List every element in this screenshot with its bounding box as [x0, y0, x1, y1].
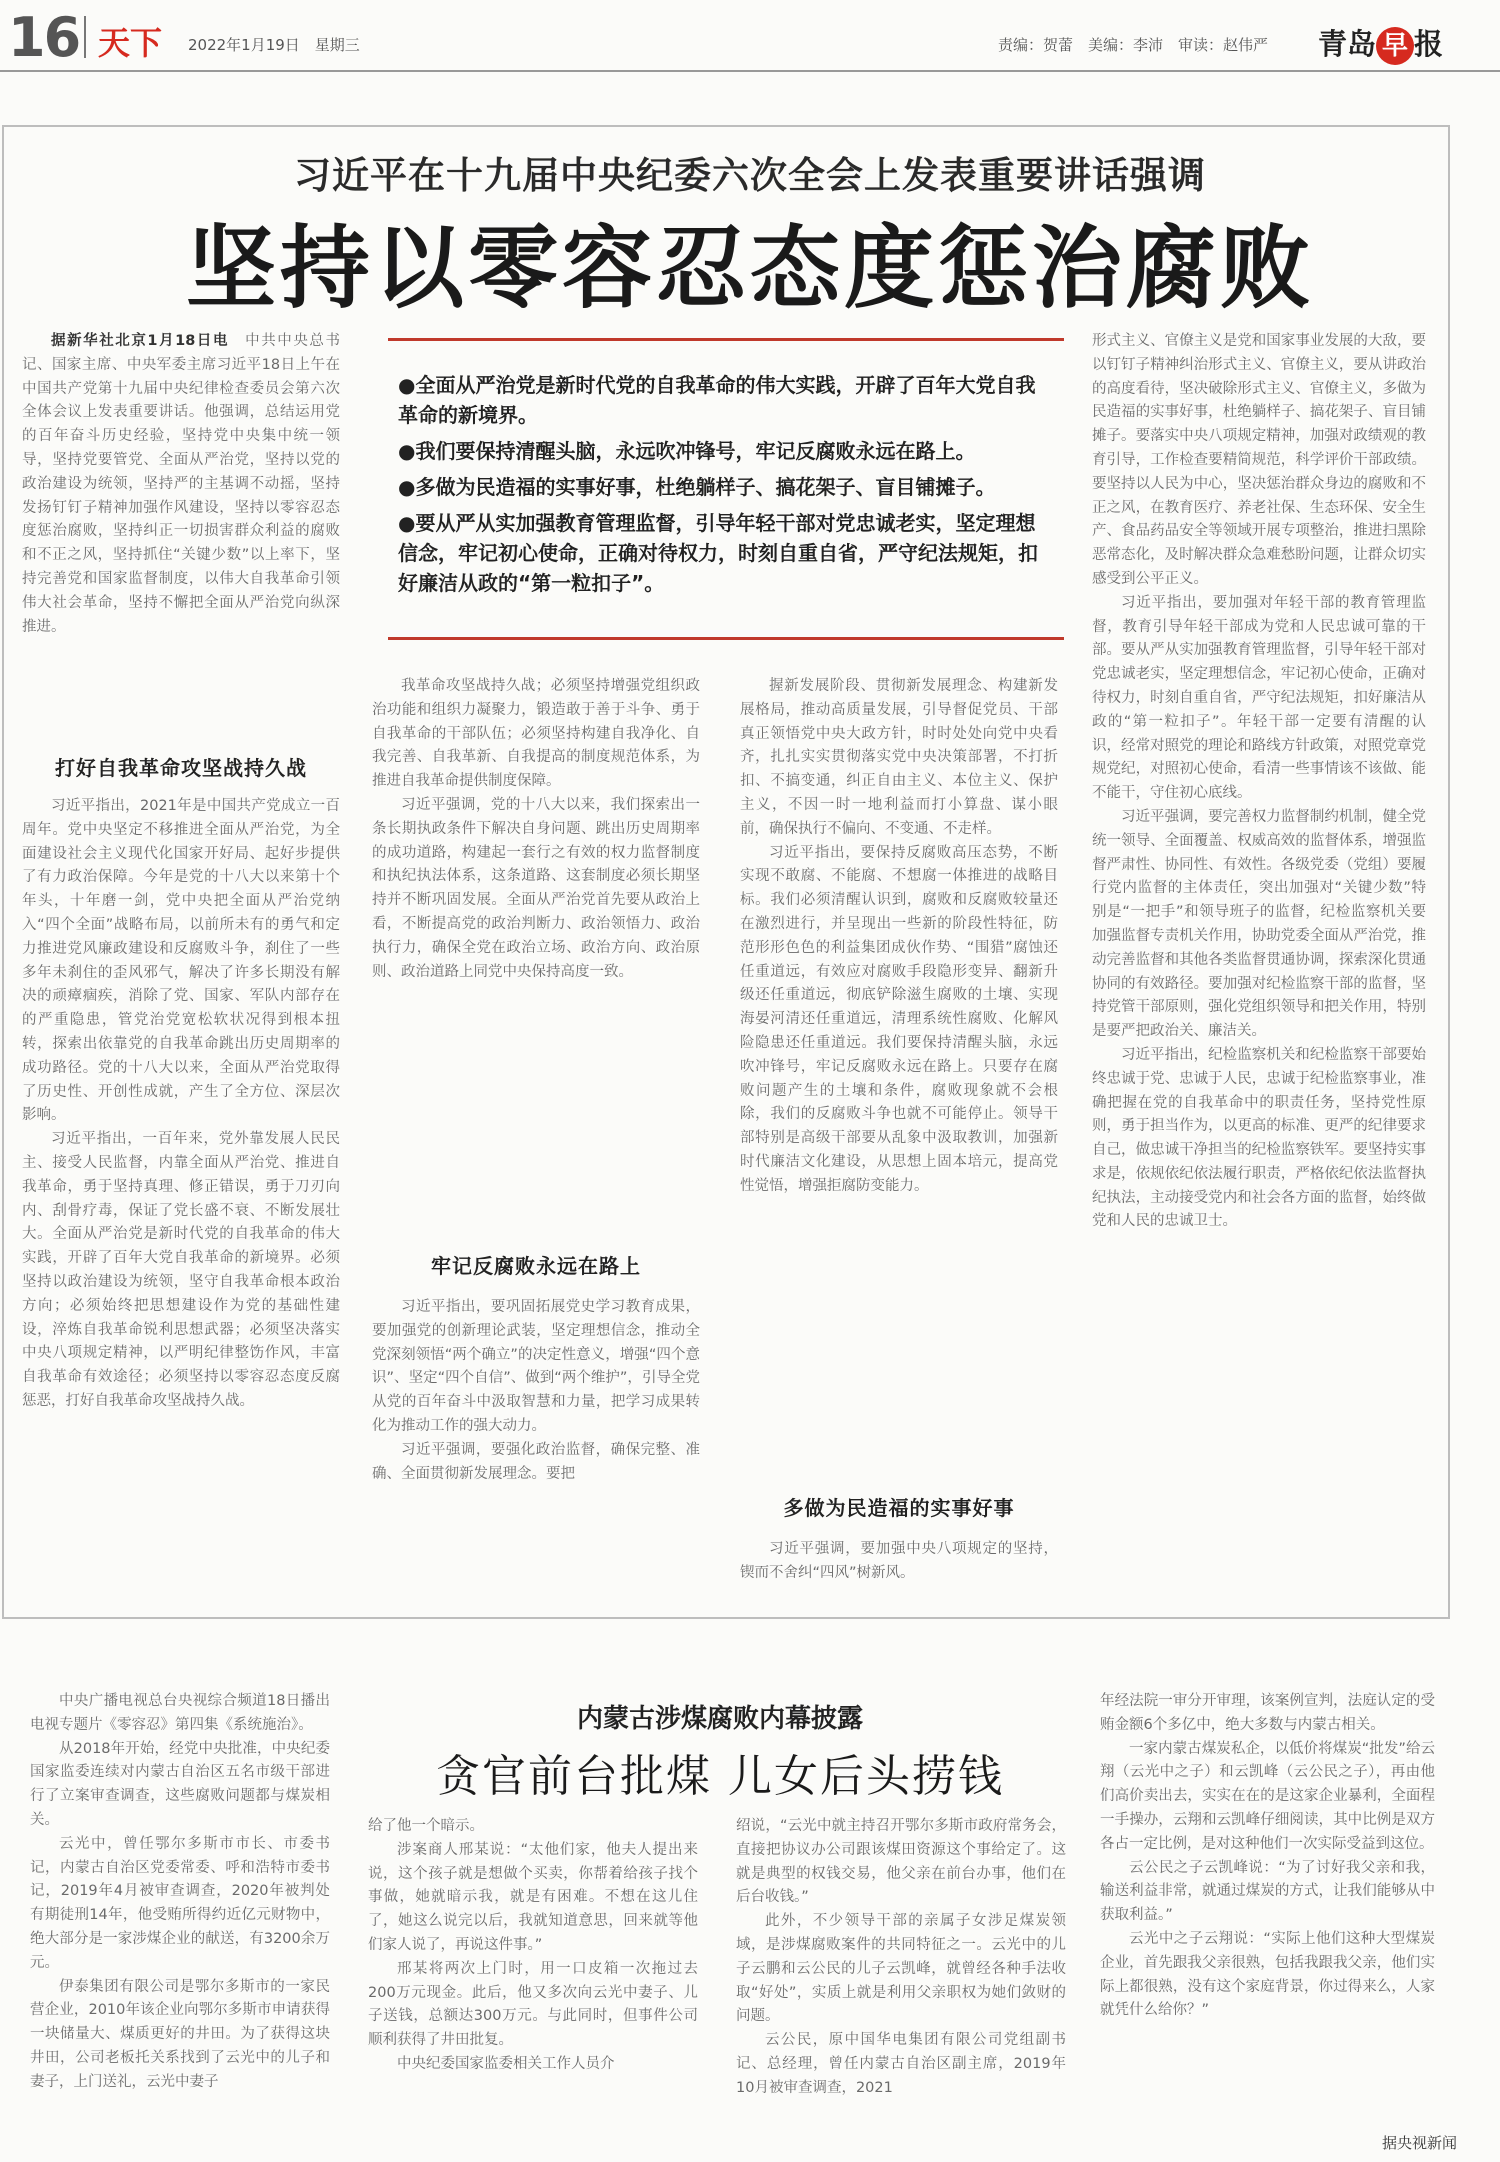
summary-point: ●全面从严治党是新时代党的自我革命的伟大实践，开辟了百年大党自我革命的新境界。	[398, 373, 1036, 427]
logo-badge: 早	[1376, 27, 1414, 65]
lead-column-2-lower	[372, 1296, 700, 1596]
lead-column-4	[1092, 330, 1426, 1598]
paragraph: 云公民，原中国华电集团有限公司党组副书记、总经理，曾任内蒙古自治区副主席，2019年10月被审查调查，2021	[736, 2032, 1066, 2096]
paragraph: 从2018年开始，经党中央批准，中央纪委国家监委连续对内蒙古自治区五名市级干部进行了立案审查调查，这些腐败问题都与煤炭相关。	[30, 1740, 330, 1828]
paragraph: 习近平强调，党的十八大以来，我们探索出一条长期执政条件下解决自身问题、跳出历史周期率的成功道路，构建起一套行之有效的权力监督制度和执纪执法体系，这条道路、这套制度必须长期坚持并不断巩固发展。全面从严治党首先要从政治上看，不断提高党的政治判断力、政治领悟力、政治执行力，确保全党在政治立场、政治方向、政治原则、政治道路上同党中央保持高度一致。	[372, 796, 700, 980]
paragraph: 邢某将两次上门时，用一口皮箱一次拖过去200万元现金。此后，他又多次向云光中妻子、儿子送钱，总额达300万元。与此同时，但事件公司顺利获得了井田批复。	[368, 1960, 698, 2049]
paragraph: 伊泰集团有限公司是鄂尔多斯市的一家民营企业，2010年该企业向鄂尔多斯市申请获得一块储量大、煤质更好的井田。为了获得这块井田，公司老板托关系找到了云光中的儿子和妻子，上门送礼，云光中妻子	[30, 1978, 330, 2090]
summary-box	[388, 338, 1064, 640]
paragraph: 习近平指出，要保持反腐败高压态势，不断实现不敢腐、不能腐、不想腐一体推进的战略目标。我们必须清醒认识到，腐败和反腐败较量还在激烈进行，并呈现出一些新的阶段性特征，防范形形色色的利益集团成伙作势、“围猎”腐蚀还任重道远，有效应对腐败手段隐形变异、翻新升级还任重道远，彻底铲除滋生腐败的土壤、实现海晏河清还任重道远，清理系统性腐败、化解风险隐患还任重道远。我们要保持清醒头脑，永远吹冲锋号，牢记反腐败永远在路上。只要存在腐败问题产生的土壤和条件，腐败现象就不会根除，我们的反腐败斗争也就不可能停止。领导干部特别是高级干部要从乱象中汲取教训，加强新时代廉洁文化建设，从思想上固本培元，提高党性觉悟，增强拒腐防变能力。	[740, 844, 1058, 1194]
paragraph: 年经法院一审分开审理，该案例宣判，法庭认定的受贿金额6个多亿中，绝大多数与内蒙古相关。	[1100, 1693, 1435, 1733]
paragraph: 习近平强调，要加强中央八项规定的坚持，锲而不舍纠“四风”树新风。	[740, 1541, 1058, 1581]
logo-text-a: 青岛	[1318, 27, 1377, 61]
subhead-2: 牢记反腐败永远在路上	[431, 1254, 641, 1278]
page-number: 16	[8, 6, 80, 69]
lead-column-3-upper	[740, 675, 1058, 1475]
lead-column-1-body	[22, 795, 340, 1595]
paragraph: 一家内蒙古煤炭私企，以低价将煤炭“批发”给云翔（云光中之子）和云凯峰（云公民之子），再由他们高价卖出去，实实在在的是这家企业暴利，全面程一手操办，云翔和云凯峰仔细阅读，其中比例是双方各占一定比例，是对这种他们一次实际受益到这位。	[1100, 1740, 1435, 1852]
paragraph: 习近平指出，要巩固拓展党史学习教育成果，要加强党的创新理论武装，坚定理想信念，推动全党深刻领悟“两个确立”的决定性意义，增强“四个意识”、坚定“四个自信”、做到“两个维护”，引导全党从党的百年奋斗中汲取智慧和力量，把学习成果转化为推动工作的强大动力。	[372, 1299, 700, 1434]
paragraph: 我革命攻坚战持久战；必须坚持增强党组织政治功能和组织力凝聚力，锻造敢于善于斗争、勇于自我革命的干部队伍；必须坚持构建自我净化、自我完善、自我革新、自我提高的制度规范体系，为推进自我革命提供制度保障。	[372, 678, 700, 790]
header-divider	[84, 16, 86, 58]
paragraph: 给了他一个暗示。	[368, 1818, 484, 1834]
second-article-headline: 贪官前台批煤 儿女后头捞钱	[436, 1751, 1004, 1802]
second-column-3	[736, 1815, 1066, 2155]
paragraph: 涉案商人邢某说：“太他们家，他夫人提出来说，这个孩子就是想做个买卖，你帮着给孩子找个事做，她就暗示我，就是有困难。不想在这儿住了，她这么说完以后，我就知道意思，回来就等他们家人说了，再说这件事。”	[368, 1841, 698, 1953]
second-column-2	[368, 1815, 698, 2155]
lead-column-2-upper	[372, 675, 700, 1235]
paragraph: 云光中之子云翔说：“实际上他们这种大型煤炭企业，首先跟我父亲很熟，包括我跟我父亲，他们实际上都很熟，没有这个家庭背景，你过得来么，人家就凭什么给你？”	[1100, 1930, 1435, 2019]
paragraph: 习近平强调，要强化政治监督，确保完整、准确、全面贯彻新发展理念。要把	[372, 1441, 700, 1482]
lead-article-headline: 坚持以零容忍态度惩治腐败	[186, 216, 1314, 321]
second-column-4	[1100, 1690, 1435, 2130]
source-credit: 据央视新闻	[1382, 2134, 1458, 2152]
paragraph: 此外，不少领导干部的亲属子女涉足煤炭领域，是涉煤腐败案件的共同特征之一。云光中的儿子云鹏和云公民的儿子云凯峰，就曾经各种手法收取“好处”，实质上就是利用父亲职权为她们敛财的问题。	[736, 1913, 1066, 2025]
paragraph: 习近平强调，要完善权力监督制约机制，健全党统一领导、全面覆盖、权威高效的监督体系，增强监督严肃性、协同性、有效性。各级党委（党组）要履行党内监督的主体责任，突出加强对“关键少数”特别是“一把手”和领导班子的监督，纪检监察机关要加强监督专责机关作用，协助党委全面从严治党，推动完善监督和其他各类监督贯通协调，探索深化贯通协同的有效路径。要加强对纪检监察干部的监督，坚持党管干部原则，强化党组织领导和把关作用，特别是要严把政治关、廉洁关。	[1092, 808, 1426, 1040]
paragraph: 习近平指出，2021年是中国共产党成立一百周年。党中央坚定不移推进全面从严治党，为全面建设社会主义现代化国家开好局、起好步提供了有力政治保障。今年是党的十八大以来第十个年头，十年磨一剑，党中央把全面从严治党纳入“四个全面”战略布局，以前所未有的勇气和定力推进党风廉政建设和反腐败斗争，刹住了一些多年未刹住的歪风邪气，解决了许多长期没有解决的顽瘴痼疾，消除了党、国家、军队内部存在的严重隐患，管党治党宽松软状况得到根本扭转，探索出依靠党的自我革命跳出历史周期率的成功路径。党的十八大以来，全面从严治党取得了历史性、开创性成就，产生了全方位、深层次影响。	[22, 798, 340, 1124]
paragraph: 云光中，曾任鄂尔多斯市市长、市委书记，内蒙古自治区党委常委、呼和浩特市委书记，2019年4月被审查调查，2020年被判处有期徒刑14年，他受贿所得约近亿元财物中，绝大部分是一家涉煤企业的献送，有3200余万元。	[30, 1835, 330, 1971]
paragraph: 云公民之子云凯峰说：“为了讨好我父亲和我，输送利益非常，就通过煤炭的方式，让我们能够从中获取利益。”	[1100, 1859, 1435, 1924]
paragraph: 形式主义、官僚主义是党和国家事业发展的大敌，要以钉钉子精神纠治形式主义、官僚主义，要从讲政治的高度看待，坚决破除形式主义、官僚主义，多做为民造福的实事好事，杜绝躺样子、搞花架子、盲目铺摊子。要落实中央八项规定精神，加强对政绩观的教育引导，工作检查要精简规范，科学评价干部政绩。要坚持以人民为中心，坚决惩治群众身边的腐败和不正之风，在教育医疗、养老社保、生态环保、安全生产、食品药品安全等领域开展专项整治，推进扫黑除恶常态化，及时解决群众急难愁盼问题，让群众切实感受到公平正义。	[1092, 333, 1426, 587]
summary-point: ●多做为民造福的实事好事，杜绝躺样子、搞花架子、盲目铺摊子。	[398, 475, 996, 499]
newspaper-logo	[1318, 22, 1443, 65]
header-rule	[0, 70, 1500, 72]
section-name: 天下	[98, 24, 163, 62]
summary-rule-bottom	[388, 637, 1064, 640]
paragraph: 握新发展阶段、贯彻新发展理念、构建新发展格局，推动高质量发展，引导督促党员、干部真正领悟党中央大政方针，时时处处向党中央看齐，扎扎实实贯彻落实党中央决策部署，不打折扣、不搞变通，纠正自由主义、本位主义、保护主义，不因一时一地利益而打小算盘、谋小眼前，确保执行不偏向、不变通、不走样。	[740, 678, 1058, 837]
lead-paragraph: 中共中央总书记、国家主席、中央军委主席习近平18日上午在中国共产党第十九届中央纪律检查委员会第六次全体会议上发表重要讲话。他强调，总结运用党的百年奋斗历史经验，坚持党中央集中统一领导，坚持党要管党、全面从严治党，坚持以党的政治建设为统领，坚持严的主基调不动摇，坚持发扬钉钉子精神加强作风建设，坚持以零容忍态度惩治腐败，坚持纠正一切损害群众利益的腐败和不正之风，坚持抓住“关键少数”以上率下，坚持完善党和国家监督制度，以伟大自我革命引领伟大社会革命，坚持不懈把全面从严治党向纵深推进。	[22, 333, 340, 635]
paragraph: 中央广播电视总台央视综合频道18日播出电视专题片《零容忍》第四集《系统施治》。	[30, 1693, 330, 1733]
subhead-1: 打好自我革命攻坚战持久战	[55, 756, 307, 780]
paragraph: 中央纪委国家监委相关工作人员介	[397, 2055, 615, 2072]
paragraph: 绍说，“云光中就主持召开鄂尔多斯市政府常务会，直接把协议办公司跟该煤田资源这个事给定了。这就是典型的权钱交易，他父亲在前台办事，他们在后台收钱。”	[736, 1818, 1066, 1906]
lead-article-kicker: 习近平在十九届中央纪委六次全会上发表重要讲话强调	[294, 153, 1206, 197]
issue-date: 2022年1月19日 星期三	[188, 36, 360, 54]
paragraph: 习近平指出，纪检监察机关和纪检监察干部要始终忠诚于党、忠诚于人民，忠诚于纪检监察事业，准确把握在党的自我革命中的职责任务，坚持党性原则，勇于担当作为，以更高的标准、更严的纪律要求自己，做忠诚干净担当的纪检监察铁军。要坚持实事求是，依规依纪依法履行职责，严格依纪依法监督执纪执法，主动接受党内和社会各方面的监督，始终做党和人民的忠诚卫士。	[1092, 1046, 1426, 1230]
summary-point: ●要从严从实加强教育管理监督，引导年轻干部对党忠诚老实，坚定理想信念，牢记初心使命，正确对待权力，时刻自重自省，严守纪法规矩，扣好廉洁从政的“第一粒扣子”。	[398, 511, 1038, 595]
second-column-1	[30, 1690, 330, 2155]
paragraph: 习近平指出，一百年来，党外靠发展人民民主、接受人民监督，内靠全面从严治党、推进自我革命，勇于坚持真理、修正错误，勇于刀刃向内、刮骨疗毒，保证了党长盛不衰、不断发展壮大。全面从严治党是新时代党的自我革命的伟大实践，开辟了百年大党自我革命的新境界。必须坚持以政治建设为统领，坚守自我革命根本政治方向；必须始终把思想建设作为党的基础性建设，淬炼自我革命锐利思想武器；必须坚决落实中央八项规定精神，以严明纪律整饬作风，丰富自我革命有效途径；必须坚持以零容忍态度反腐惩恶，打好自我革命攻坚战持久战。	[22, 1131, 340, 1409]
lead-column-1-intro	[22, 330, 340, 730]
summary-point: ●我们要保持清醒头脑，永远吹冲锋号，牢记反腐败永远在路上。	[398, 439, 976, 463]
logo-text-c: 报	[1414, 27, 1444, 61]
dateline: 据新华社北京1月18日电	[51, 333, 230, 349]
paragraph: 习近平指出，要加强对年轻干部的教育管理监督，教育引导年轻干部成为党和人民忠诚可靠的干部。要从严从实加强教育管理监督，引导年轻干部对党忠诚老实，坚定理想信念，牢记初心使命，正确对待权力，时刻自重自省，严守纪法规矩，扣好廉洁从政的“第一粒扣子”。年轻干部一定要有清醒的认识，经常对照党的理论和路线方针政策，对照党章党规党纪，对照初心使命，看清一些事情该不该做、能不能干，守住初心底线。	[1092, 594, 1426, 802]
editor-credits: 责编：贺蕾 美编：李沛 审读：赵伟严	[998, 36, 1269, 54]
lead-column-3-lower	[740, 1538, 1058, 1598]
subhead-3: 多做为民造福的实事好事	[783, 1496, 1015, 1520]
second-article-kicker: 内蒙古涉煤腐败内幕披露	[576, 1704, 863, 1734]
